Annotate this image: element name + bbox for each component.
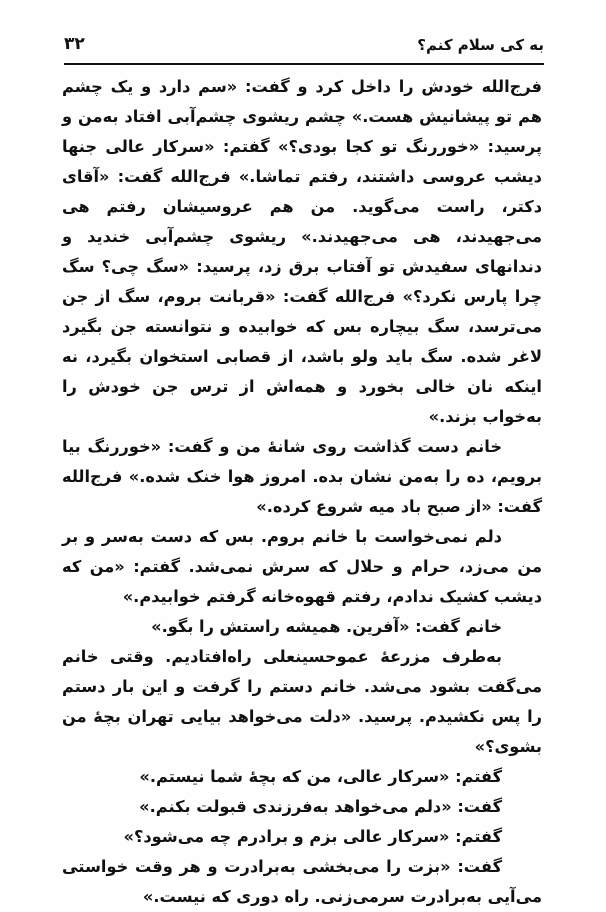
- paragraph: به‌طرف مزرعهٔ عموحسینعلی راه‌افتادیم. وقتی خانم می‌گفت بشود می‌شد. خانم دستم را گرفت و این بار دستم را پس نکشیدم. پرسید. «دلت می‌خواهد بیایی تهران بچهٔ من بشوی؟»: [62, 647, 542, 756]
- dialog-line: گفت: «دلم می‌خواهد به‌فرزندی قبولت بکنم.»: [139, 797, 502, 816]
- running-header: [64, 30, 544, 64]
- dialog-line: خانم گفت: «آفرین. همیشه راستش را بگو.»: [151, 617, 502, 636]
- header-rule: [64, 63, 544, 65]
- paragraph: گفت: «بزت را می‌بخشی به‌برادرت و هر وقت خواستی می‌آیی به‌برادرت سرمی‌زنی. راه دوری که نیست.»: [62, 857, 542, 906]
- dialog-line: گفتم: «سرکار عالی، من که بچهٔ شما نیستم.»: [139, 767, 502, 786]
- paragraph: خانم دست گذاشت روی شانهٔ من و گفت: «خوررنگ بیا برویم، ده را به‌من نشان بده. امروز هوا خنک شده.» فرج‌الله گفت: «از صبح باد میه شروع کرده.»: [62, 437, 542, 516]
- paragraph: دلم نمی‌خواست با خانم بروم. بس که دست به‌سر و بر من می‌زد، حرام و حلال که سرش نمی‌شد. گفتم: «من که دیشب کشیک ندادم، رفتم قهوه‌خانه گرفتم خوابیدم.»: [62, 527, 542, 606]
- page-number: ۳۲: [64, 34, 85, 54]
- running-title: به کی سلام کنم؟: [417, 36, 544, 54]
- dialog-line: گفتم: «سرکار عالی بزم و برادرم چه می‌شود؟»: [123, 827, 502, 846]
- paragraph: فرج‌الله خودش را داخل کرد و گفت: «سم دارد و یک چشم هم تو پیشانیش هست.» چشم ریشوی چشم‌آبی افتاد به‌من و پرسید: «خوررنگ تو کجا بودی؟» گفتم: «سرکار عالی جنها دیشب عروسی داشتند، رفتم تماشا.» فرج‌الله گفت: «آقای دکتر، راست می‌گوید. من هم عروسیشان رفتم هی می‌جهیدند، هی می‌جهیدند.» ریشوی چشم‌آبی خندید و دندانهای سفیدش تو آفتاب برق زد، پرسید: «سگ چی؟ سگ چرا پارس نکرد؟» فرج‌الله گفت: «قربانت بروم، سگ از جن می‌ترسد، سگ بیچاره بس که خوابیده و نتوانسته جن بگیرد لاغر شده. سگ باید ولو باشد، از قصابی استخوان بگیرد، نه اینکه نان خالی بخورد و همه‌اش از ترس جن خودش را به‌خواب بزند.»: [62, 77, 542, 426]
- body-text: [62, 72, 542, 912]
